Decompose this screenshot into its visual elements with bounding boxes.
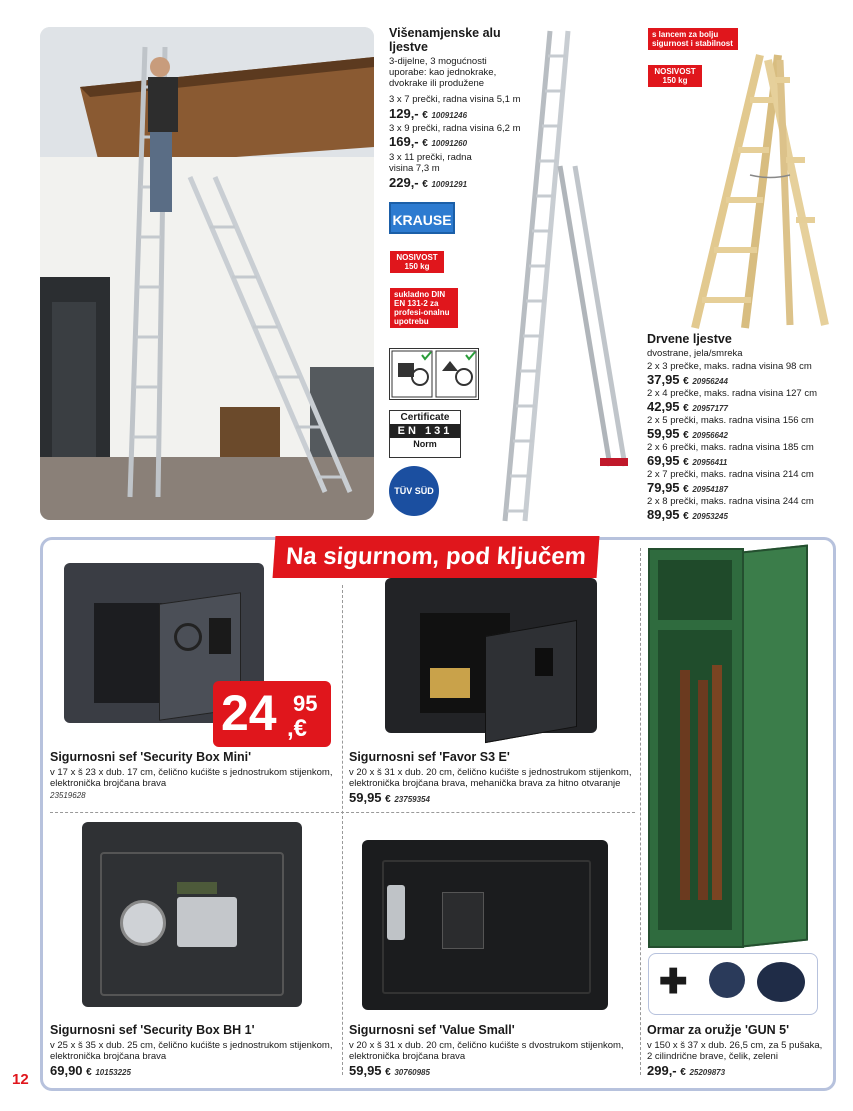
alu-variant-1-spec: 3 x 7 prečki, radna visina 5,1 m — [389, 94, 521, 105]
wood-chain-tag: s lancem za bolju sigurnost i stabilnost — [648, 28, 738, 50]
cert-line-3: Norm — [413, 439, 437, 449]
wood-variant-5-price: 79,95 € 20954187 — [647, 480, 728, 495]
alu-load-badge: NOSIVOST 150 kg — [390, 251, 444, 273]
security-box-bh1-image — [82, 822, 302, 1007]
product-value-small — [349, 1023, 634, 1078]
product-code: 25209873 — [689, 1068, 726, 1077]
product-price: 299,- € 25209873 — [647, 1063, 726, 1078]
gun-cabinet-image — [648, 548, 744, 948]
alu-variant-3-spec: 3 x 11 prečki, radna visina 7,3 m — [389, 152, 472, 174]
wood-variant-5-spec: 2 x 7 prečki, maks. radna visina 214 cm — [647, 469, 814, 480]
alu-ladder-desc: 3-dijelne, 3 mogućnosti uporabe: kao jednokrake, dvokrake ili produžene — [389, 56, 497, 89]
row-divider — [50, 812, 635, 813]
product-desc: v 150 x š 37 x dub. 26,5 cm, za 5 pušaka, 2 cilindrične brave, čelik, zeleni — [647, 1040, 823, 1062]
product-title: Sigurnosni sef 'Favor S3 E' — [349, 750, 510, 764]
value-small-image — [362, 840, 608, 1010]
wood-ladder-desc: dvostrane, jela/smreka — [647, 348, 743, 359]
wood-variant-4-price: 69,95 € 20956411 — [647, 453, 728, 468]
product-desc: v 20 x š 31 x dub. 20 cm, čelično kućište s dvostrukom stijenkom, elektronička brojčana brava — [349, 1040, 624, 1062]
page-number: 12 — [12, 1071, 29, 1088]
gun-cabinet-door — [742, 545, 808, 948]
wood-variant-1-price: 37,95 € 20956244 — [647, 372, 728, 387]
product-favor-s3e — [349, 750, 634, 805]
combination-lock-icon — [757, 962, 805, 1002]
usage-pictograms — [389, 348, 479, 400]
cert-line-1: Certificate — [400, 412, 450, 423]
product-code: 10091246 — [431, 111, 468, 120]
plus-icon: ✚ — [659, 963, 688, 1001]
cert-line-2: EN 131 — [390, 424, 460, 438]
cylinder-lock-icon — [709, 962, 745, 998]
wood-variant-3-spec: 2 x 5 prečki, maks. radna visina 156 cm — [647, 415, 814, 426]
column-divider — [640, 548, 641, 1075]
product-code: 30760985 — [394, 1068, 430, 1077]
alu-variant-3-price: 229,- € 10091291 — [389, 175, 468, 190]
big-price-currency: ,€ — [287, 715, 308, 742]
column-divider — [342, 585, 343, 1075]
wood-variant-6-price: 89,95 € 20953245 — [647, 507, 728, 522]
big-price-int: 24 — [221, 685, 277, 741]
house-scene-illustration — [40, 27, 374, 520]
tuv-logo: TÜV SÜD — [389, 466, 439, 516]
product-code: 10091260 — [431, 139, 468, 148]
wood-ladder-illustration — [690, 50, 830, 330]
product-security-box-bh1 — [50, 1023, 335, 1078]
alu-variant-2-spec: 3 x 9 prečki, radna visina 6,2 m — [389, 123, 521, 134]
cabinet-locks-inset — [648, 953, 818, 1015]
wood-variant-4-spec: 2 x 6 prečki, maks. radna visina 185 cm — [647, 442, 814, 453]
section-banner: Na sigurnom, pod ključem — [273, 536, 600, 578]
favor-s3e-image — [385, 578, 597, 733]
product-code: 20957177 — [692, 404, 728, 413]
wood-variant-3-price: 59,95 € 20956642 — [647, 426, 728, 441]
big-price-tag — [213, 681, 331, 747]
alu-ladder-title: Višenamjenske alu ljestve — [389, 26, 501, 54]
en131-certificate — [389, 410, 461, 458]
product-price: 59,95 € 23759354 — [349, 790, 430, 805]
wood-load-badge: NOSIVOST 150 kg — [648, 65, 702, 87]
wood-ladder-title: Drvene ljestve — [647, 332, 732, 346]
product-code: 20956244 — [692, 377, 728, 386]
product-security-box-mini — [50, 750, 335, 800]
product-price: 59,95 € 30760985 — [349, 1063, 430, 1078]
alu-variant-2-price: 169,- € 10091260 — [389, 134, 468, 149]
product-title: Ormar za oružje 'GUN 5' — [647, 1023, 790, 1037]
alu-ladder-illustration — [470, 26, 630, 526]
product-title: Sigurnosni sef 'Security Box Mini' — [50, 750, 252, 764]
product-code: 20956411 — [692, 458, 728, 467]
wood-variant-2-spec: 2 x 4 prečke, maks. radna visina 127 cm — [647, 388, 818, 399]
krause-logo: KRAUSE — [389, 202, 455, 234]
wood-variant-2-price: 42,95 € 20957177 — [647, 399, 728, 414]
wood-variant-1-spec: 2 x 3 prečke, maks. radna visina 98 cm — [647, 361, 812, 372]
product-code: 20954187 — [692, 485, 728, 494]
wood-variant-6-spec: 2 x 8 prečki, maks. radna visina 244 cm — [647, 496, 814, 507]
product-code: 20956642 — [692, 431, 728, 440]
product-title: Sigurnosni sef 'Security Box BH 1' — [50, 1023, 255, 1037]
product-desc: v 25 x š 35 x dub. 25 cm, čelično kućište s jednostrukom stijenkom, elektronička brojčana brava — [50, 1040, 333, 1062]
product-code: 20953245 — [692, 512, 728, 521]
alu-norm-badge: sukladno DIN EN 131-2 za profesi-onalnu upotrebu — [390, 288, 458, 328]
product-code: 23759354 — [394, 795, 430, 804]
product-desc: v 20 x š 31 x dub. 20 cm, čelično kućište s jednostrukom stijenkom, elektronička brojčana brava, mehanička brava za hitno otvaranje — [349, 767, 632, 789]
big-price-dec: 95 — [293, 691, 318, 716]
product-code: 10153225 — [95, 1068, 131, 1077]
product-code: 10091291 — [431, 180, 468, 189]
product-code: 23519628 — [50, 791, 86, 800]
alu-variant-1-price: 129,- € 10091246 — [389, 106, 468, 121]
product-desc: v 17 x š 23 x dub. 17 cm, čelično kućište s jednostrukom stijenkom, elektronička brojčana brava — [50, 767, 333, 789]
ladder-photo — [40, 27, 374, 520]
product-title: Sigurnosni sef 'Value Small' — [349, 1023, 515, 1037]
product-gun-5 — [647, 1023, 827, 1078]
product-price: 69,90 € 10153225 — [50, 1063, 131, 1078]
